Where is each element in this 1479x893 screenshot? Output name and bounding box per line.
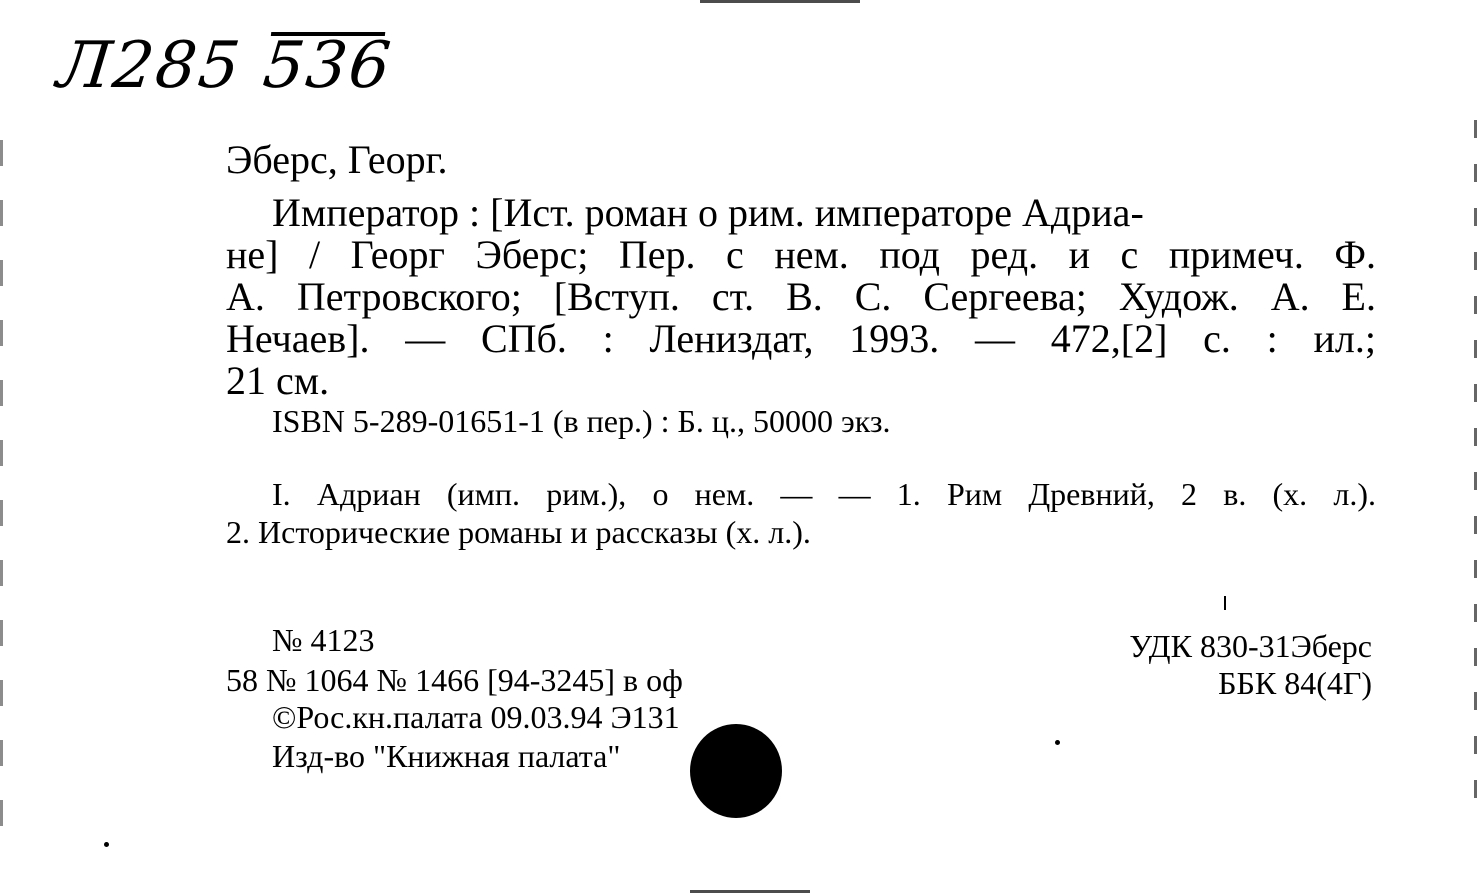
udk-code: УДК 830-31Эберс <box>1129 628 1372 664</box>
author-heading: Эберс, Георг. <box>226 137 448 182</box>
description-line-2: не] / Георг Эберс; Пер. с нем. под ред. и с примеч. Ф. <box>226 232 1376 277</box>
bbk-code: ББК 84(4Г) <box>1218 665 1372 701</box>
subject-line-2: 2. Исторические романы и рассказы (х. л.). <box>226 514 811 550</box>
description-line-5: 21 см. <box>226 358 330 403</box>
publisher-line: Изд-во "Книжная палата" <box>272 738 621 774</box>
card-number: № 4123 <box>272 622 375 658</box>
description-line-4: Нечаев]. — СПб. : Лениздат, 1993. — 472,[2] с. : ил.; <box>226 316 1376 361</box>
description-line-3: А. Петровского; [Вступ. ст. В. С. Сергеева; Худож. А. Е. <box>226 274 1376 319</box>
scan-edge-right <box>1474 120 1477 820</box>
chamber-stamp: ©Рос.кн.палата 09.03.94 Э131 <box>272 699 680 735</box>
handwritten-shelf-number <box>53 28 396 103</box>
isbn-line: ISBN 5-289-01651-1 (в пер.) : Б. ц., 50000 экз. <box>272 403 891 439</box>
subject-line-1: I. Адриан (имп. рим.), о нем. — — 1. Рим Древний, 2 в. (х. л.). <box>272 476 1376 512</box>
handwritten-prefix: Л285 <box>53 29 246 103</box>
registration-numbers: 58 № 1064 № 1466 [94-3245] в оф <box>226 662 683 698</box>
scan-edge-left <box>0 140 3 840</box>
scan-edge-top <box>700 0 860 3</box>
speck <box>1224 596 1226 610</box>
speck <box>1055 740 1060 745</box>
speck <box>104 842 109 847</box>
handwritten-overlined: 536 <box>259 29 396 103</box>
description-line-1: Император : [Ист. роман о рим. императоре Адриа- <box>272 190 1144 235</box>
ink-blot <box>690 724 782 818</box>
